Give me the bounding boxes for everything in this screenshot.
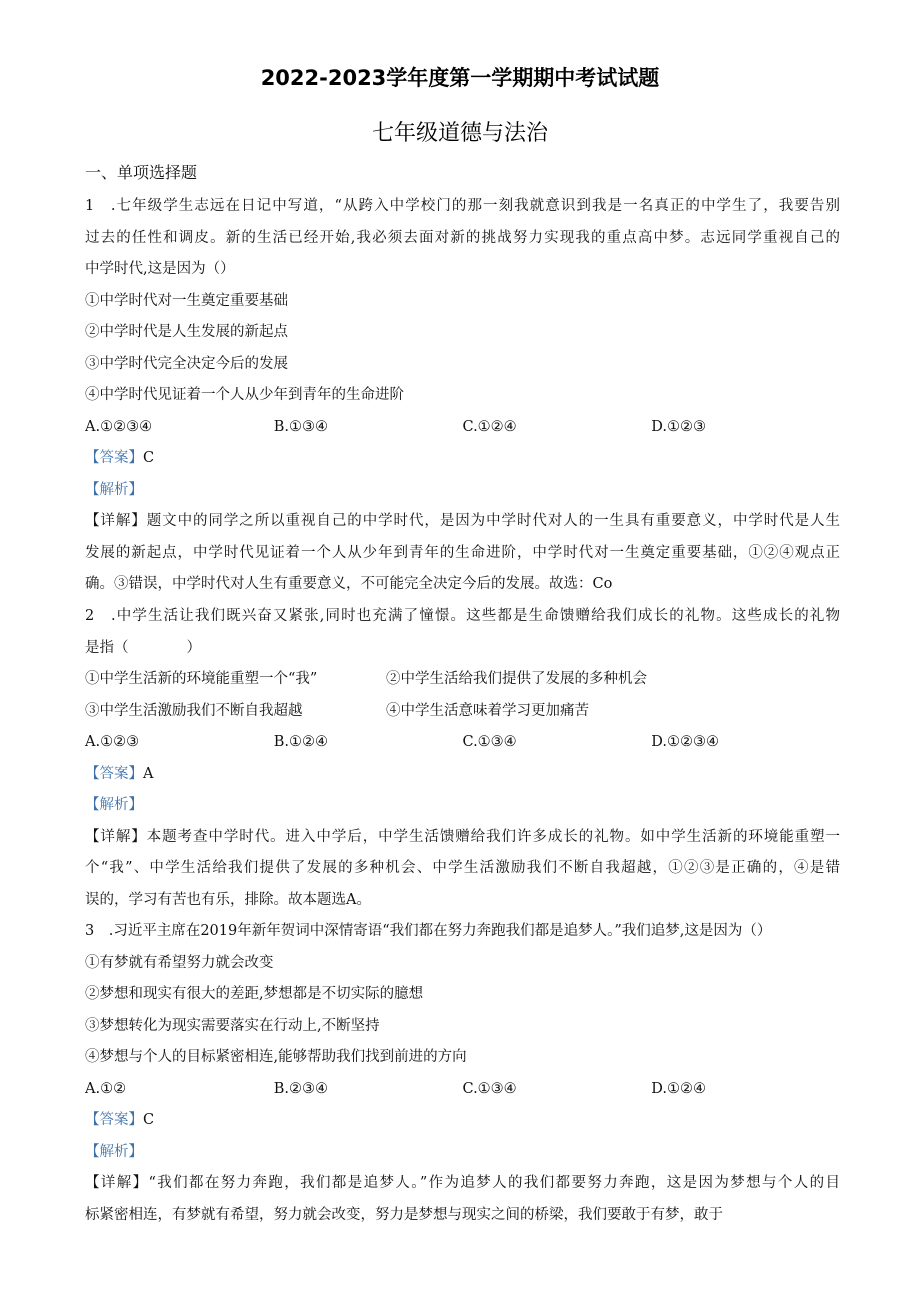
question-1-stem-line: 1 .七年级学生志远在日记中写道，“从跨入中学校门的那一刻我就意识到我是一名真正的中学生了，我要告别: [85, 198, 840, 214]
question-3-detail: [85, 1168, 840, 1200]
question-3: [85, 916, 840, 1231]
question-1-detail: [85, 506, 840, 538]
question-1-stem-line: 中学时代,这是因为（）: [85, 261, 235, 277]
option-b: B.②③④: [273, 1080, 329, 1097]
question-2-stem-line: 2 .中学生活让我们既兴奋又紧张,同时也充满了憧憬。这些都是生命馈赠给我们成长的礼物。这些成长的礼物: [85, 608, 840, 624]
question-2-item: ①中学生活新的环境能重塑一个“我”: [85, 671, 318, 687]
question-1-item: ②中学时代是人生发展的新起点: [85, 324, 288, 340]
exam-subtitle: 七年级道德与法治: [371, 121, 548, 146]
question-2-items-row: [85, 664, 840, 696]
question-3-item: ②梦想和现实有很大的差距,梦想都是不切实际的臆想: [85, 986, 424, 1002]
question-1-answer: [85, 443, 840, 475]
option-a: A.①②③④: [85, 418, 153, 435]
question-2-items-row: [85, 696, 840, 728]
detail-text: 误的，学习有苦也有乐，排除。故本题选A。: [85, 891, 371, 908]
section-heading: 一、单项选择题: [85, 163, 198, 182]
exam-title: 2022-2023学年度第一学期期中考试试题: [260, 66, 660, 90]
detail-text: 确。③错误，中学时代对人生有重要意义，不可能完全决定今后的发展。故选：Co: [85, 576, 613, 592]
detail-tag: 【详解】: [85, 513, 147, 529]
question-2-item: ③中学生活激励我们不断自我超越: [85, 702, 303, 719]
question-1-item: ①中学时代对一生奠定重要基础: [85, 292, 288, 309]
question-1-item: ③中学时代完全决定今后的发展: [85, 355, 288, 372]
option-a: A.①②: [85, 1080, 127, 1097]
detail-text: 发展的新起点，中学时代见证着一个人从少年到青年的生命进阶，中学时代对一生奠定重要基础，①②④观点正: [85, 544, 840, 561]
question-3-item: ①有梦就有希望努力就会改变: [85, 954, 274, 971]
analysis-tag: 【解析】: [85, 481, 143, 498]
detail-text: “我们都在努力奔跑，我们都是追梦人。”作为追梦人的我们都要努力奔跑，这是因为梦想与个人的目: [148, 1175, 841, 1191]
answer-value: A: [143, 765, 154, 782]
analysis-tag: 【解析】: [85, 1143, 143, 1160]
analysis-tag: 【解析】: [85, 797, 143, 813]
answer-value: C: [143, 1112, 155, 1128]
option-c: C.①③④: [462, 734, 517, 750]
detail-text: 本题考查中学时代。进入中学后，中学生活馈赠给我们许多成长的礼物。如中学生活新的环境能重塑一: [146, 828, 841, 845]
option-c: C.①③④: [462, 1080, 517, 1097]
detail-tag: 【详解】: [85, 1175, 149, 1191]
question-3-item: ③梦想转化为现实需要落实在行动上,不断坚持: [85, 1017, 380, 1034]
detail-text: 个“我”、中学生活给我们提供了发展的多种机会、中学生活激励我们不断自我超越，①②③是正确的，④是错: [85, 860, 840, 876]
question-1-stem-line: 过去的任性和调皮。新的生活已经开始,我必须去面对新的挑战努力实现我的重点高中梦。志远同学重视自己的: [85, 229, 840, 246]
option-d: D.①②④: [651, 1080, 706, 1097]
question-2-answer: [85, 759, 840, 791]
option-c: C.①②④: [462, 418, 517, 435]
question-1-options: [85, 412, 840, 444]
detail-text: 题文中的同学之所以重视自己的中学时代，是因为中学时代对人的一生具有重要意义，中学时代是人生: [146, 513, 841, 529]
answer-tag: 【答案】: [85, 765, 143, 782]
question-2-item: ②中学生活给我们提供了发展的多种机会: [386, 671, 647, 687]
question-2-options: [85, 727, 840, 759]
question-1: [85, 191, 840, 601]
option-d: D.①②③④: [651, 734, 719, 750]
option-b: B.①②④: [273, 734, 329, 750]
question-3-stem-line: 3 .习近平主席在2019年新年贺词中深情寄语“我们都在努力奔跑我们都是追梦人。”我们追梦,这是因为（）: [85, 923, 772, 939]
option-b: B.①③④: [273, 418, 329, 435]
detail-tag: 【详解】: [85, 828, 147, 845]
question-3-answer: [85, 1105, 840, 1137]
question-3-item: ④梦想与个人的目标紧密相连,能够帮助我们找到前进的方向: [85, 1049, 467, 1065]
question-2: [85, 601, 840, 916]
option-d: D.①②③: [651, 418, 706, 435]
question-2-item: ④中学生活意味着学习更加痛苦: [386, 702, 589, 719]
question-1-item: ④中学时代见证着一个人从少年到青年的生命进阶: [85, 387, 404, 403]
question-2-stem-line: 是指（ ）: [85, 639, 201, 656]
question-2-detail: [85, 822, 840, 854]
option-a: A.①②③: [85, 734, 140, 750]
detail-text: 标紧密相连，有梦就有希望，努力就会改变，努力是梦想与现实之间的桥梁，我们要敢于有梦，敢于: [85, 1206, 723, 1223]
answer-tag: 【答案】: [85, 1112, 143, 1128]
question-3-options: [85, 1074, 840, 1106]
answer-value: C: [143, 450, 155, 466]
answer-tag: 【答案】: [85, 450, 143, 466]
